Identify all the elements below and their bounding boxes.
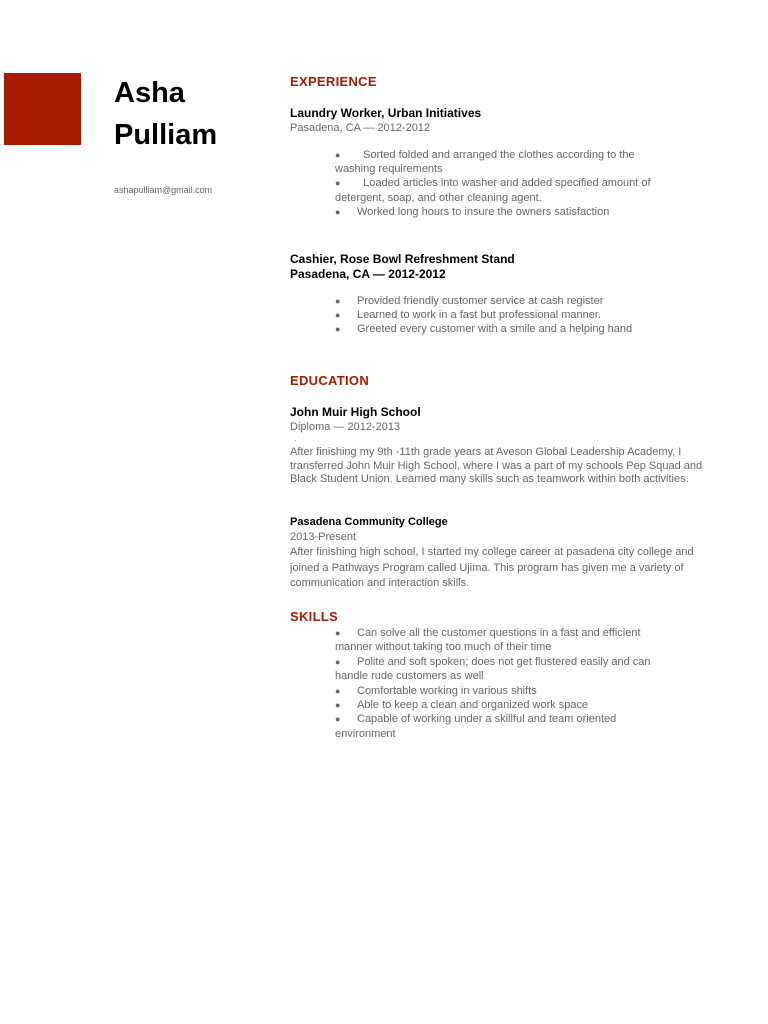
job-bullets-2	[335, 294, 695, 337]
skills-heading: SKILLS	[290, 609, 339, 624]
first-name: Asha	[114, 77, 185, 109]
job-meta-2: Pasadena, CA — 2012-2012	[290, 267, 446, 281]
bullet-icon: ●	[335, 714, 341, 725]
bullet-icon: ●	[335, 628, 341, 638]
accent-block	[4, 73, 81, 145]
list-item: ● Comfortable working in various shifts	[335, 684, 537, 697]
bullet-icon: ●	[335, 700, 341, 711]
bullet-icon: ●	[335, 324, 341, 335]
stray-dot: .	[294, 434, 297, 443]
bullet-icon: ●	[335, 685, 341, 696]
bullet-icon: ●	[335, 310, 341, 321]
list-item: ● Polite and soft spoken; does not get flustered easily and can	[335, 655, 651, 668]
list-item: detergent, soap, and other cleaning agent.	[335, 191, 542, 204]
bullet-icon: ●	[335, 656, 341, 667]
list-item: environment	[335, 727, 396, 740]
list-item: washing requirements	[335, 163, 443, 176]
school-name-1: John Muir High School	[290, 405, 421, 419]
list-item: ● Provided friendly customer service at cash register	[335, 295, 604, 307]
experience-heading: EXPERIENCE	[290, 74, 377, 89]
job-title-2: Cashier, Rose Bowl Refreshment Stand	[290, 252, 515, 266]
school-meta-2: 2013-Present	[290, 531, 357, 543]
list-item: ● Can solve all the customer questions in a fast and efficient	[335, 627, 641, 639]
skills-bullets	[335, 626, 695, 741]
list-item: ● Loaded articles into washer and added specified amount of	[335, 177, 651, 190]
bullet-icon: ●	[335, 178, 341, 189]
list-item: handle rude customers as well	[335, 670, 484, 683]
school-meta-1: Diploma — 2012-2013	[290, 421, 401, 433]
bullet-icon: ●	[335, 206, 341, 217]
job-title-1: Laundry Worker, Urban Initiatives	[290, 106, 482, 120]
list-item: ● Sorted folded and arranged the clothes according to the	[335, 149, 635, 161]
bullet-icon: ●	[335, 296, 341, 306]
job-bullets-1	[335, 148, 695, 219]
job-meta-1: Pasadena, CA — 2012-2012	[290, 122, 431, 134]
education-heading: EDUCATION	[290, 373, 370, 388]
list-item: ● Able to keep a clean and organized work space	[335, 699, 589, 712]
last-name: Pulliam	[114, 119, 218, 151]
list-item: ● Capable of working under a skillful and team oriented	[335, 713, 617, 726]
list-item: manner without taking too much of their time	[335, 641, 552, 654]
list-item: ● Learned to work in a fast but professional manner.	[335, 309, 601, 322]
school-description-1: After finishing my 9th -11th grade years at Aveson Global Leadership Academy, I transferred John Muir High School, where I was a part of my schools Pep Squad and Black Student Union. Learned many skills such as teamwork within both activities.	[290, 446, 703, 485]
bullet-icon: ●	[335, 150, 341, 160]
school-name-2: Pasadena Community College	[290, 516, 448, 528]
list-item: ● Worked long hours to insure the owners satisfaction	[335, 205, 610, 218]
list-item: ● Greeted every customer with a smile and a helping hand	[335, 323, 633, 336]
candidate-name	[114, 72, 217, 156]
email-address: ashapulliam@gmail.com	[114, 185, 213, 195]
school-description-2: After finishing high school, I started my college career at pasadena city college and joined a Pathways Program called Ujima. This program has given me a variety of communication and interaction skills.	[290, 546, 694, 590]
